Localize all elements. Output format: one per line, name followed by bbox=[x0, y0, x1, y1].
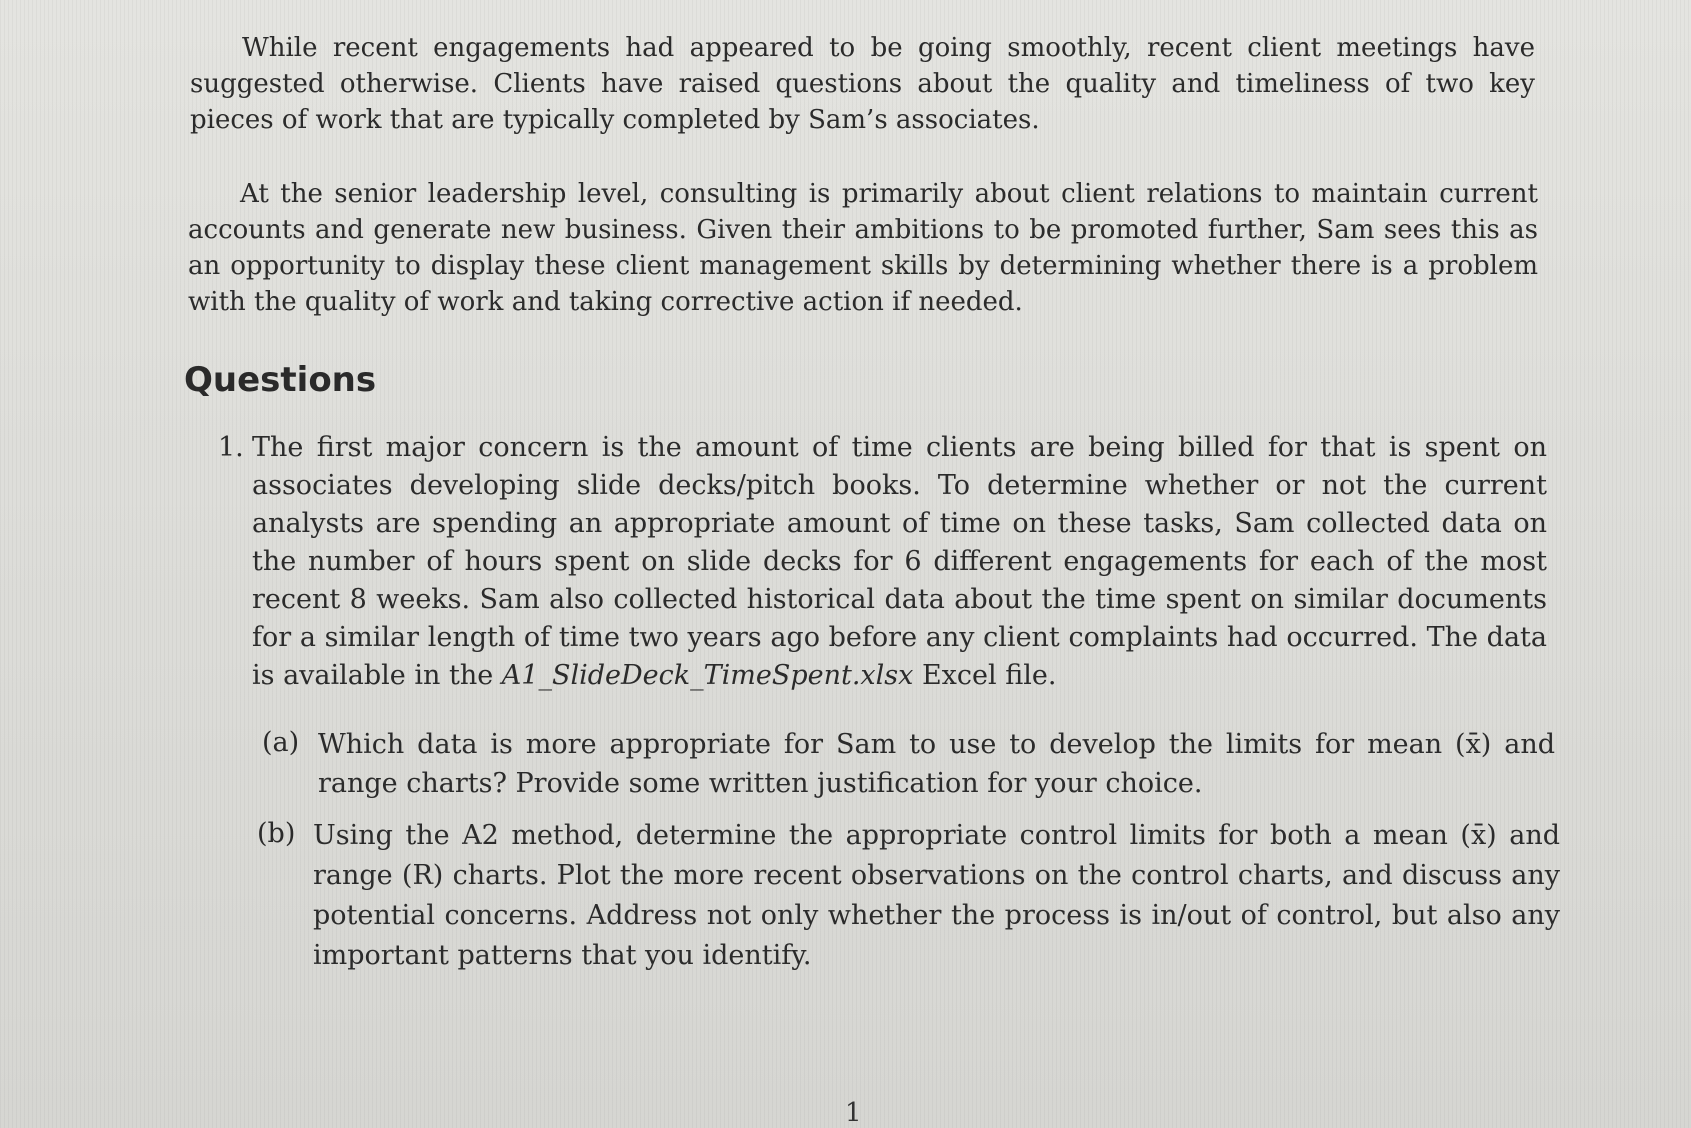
question-1-text-after-file: Excel file. bbox=[921, 660, 1057, 691]
intro-paragraph-2: At the senior leadership level, consulting is primarily about client relations to maintain current accounts and generate new business. Given their ambitions to be promoted further, Sam sees this as an opportunity to display these client management skills by determining whether there is a problem with the quality of work and taking corrective action if needed. bbox=[188, 179, 1538, 317]
questions-heading: Questions bbox=[184, 360, 377, 400]
data-filename: A1_SlideDeck_TimeSpent.xlsx bbox=[501, 660, 914, 691]
question-1a-text: Which data is more appropriate for Sam to use to develop the limits for mean (x̄) and range charts? Provide some written justification for your choice. bbox=[318, 729, 1555, 799]
page-number: 1 bbox=[845, 1098, 862, 1128]
question-1a-label: (a) bbox=[262, 727, 300, 758]
question-1-number: 1. bbox=[218, 432, 244, 463]
question-1b-text: Using the A2 method, determine the appropriate control limits for both a mean (x̄) and range (R) charts. Plot the more recent observations on the control charts, and discuss any potential concerns. Address not only whether the process is in/out of control, but also any important patterns that you identify. bbox=[313, 820, 1560, 971]
question-1-text-before-file: The first major concern is the amount of time clients are being billed for that is spent on associates developing slide decks/pitch books. To determine whether or not the current analysts are spending an appropriate amount of time on these tasks, Sam collected data on the number of hours spent on slide decks for 6 different engagements for each of the most recent 8 weeks. Sam also collected historical data about the time spent on similar documents for a similar length of time two years ago before any client complaints had occurred. The data is available in the bbox=[252, 432, 1547, 691]
question-1-text bbox=[252, 429, 1547, 695]
question-1b-label: (b) bbox=[257, 818, 296, 849]
intro-paragraph-1: While recent engagements had appeared to be going smoothly, recent client meetings have suggested otherwise. Clients have raised questions about the quality and timeliness of two key pieces of work that are typically completed by Sam’s associates. bbox=[190, 33, 1535, 135]
